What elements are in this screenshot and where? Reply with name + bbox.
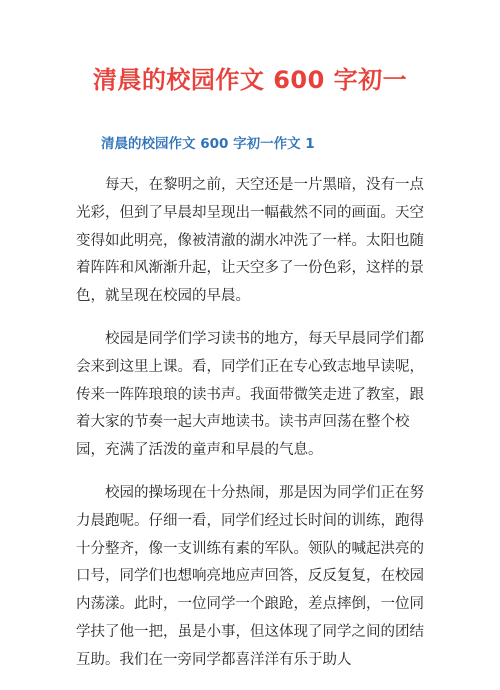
section-heading: 清晨的校园作文 600 字初一作文 1 bbox=[101, 136, 315, 152]
document-title: 清晨的校园作文 600 字初一 bbox=[92, 66, 408, 94]
paragraph-3: 校园的操场现在十分热闹，那是因为同学们正在努力晨跑呢。仔细一看，同学们经过长时间的训练，跑得十分整齐，像一支训练有素的军队。领队的喊起洪亮的口号，同学们也想响亮地应声回答，反反复复，在校园内荡漾。此时，一位同学一个踉跄，差点摔倒，一位同学扶了他一把，虽是小事，但这体现了同学之间的团结互助。我们在一旁同学都喜洋洋有乐于助人 bbox=[76, 484, 424, 668]
paragraph-1: 每天，在黎明之前，天空还是一片黑暗，没有一点光彩，但到了早晨却呈现出一幅截然不同的画面。天空变得如此明亮，像被清澈的湖水冲洗了一样。太阳也随着阵阵和风渐渐升起，让天空多了一份色彩，这样的景色，就呈现在校园的早晨。 bbox=[76, 177, 424, 305]
article-body bbox=[76, 172, 426, 690]
paragraph-2: 校园是同学们学习读书的地方，每天早晨同学们都会来到这里上课。看，同学们正在专心致志地早读呢，传来一阵阵琅琅的读书声。我面带微笑走进了教室，跟着大家的节奏一起大声地读书。读书声回荡在整个校园，充满了活泼的童声和早晨的气息。 bbox=[76, 330, 424, 459]
